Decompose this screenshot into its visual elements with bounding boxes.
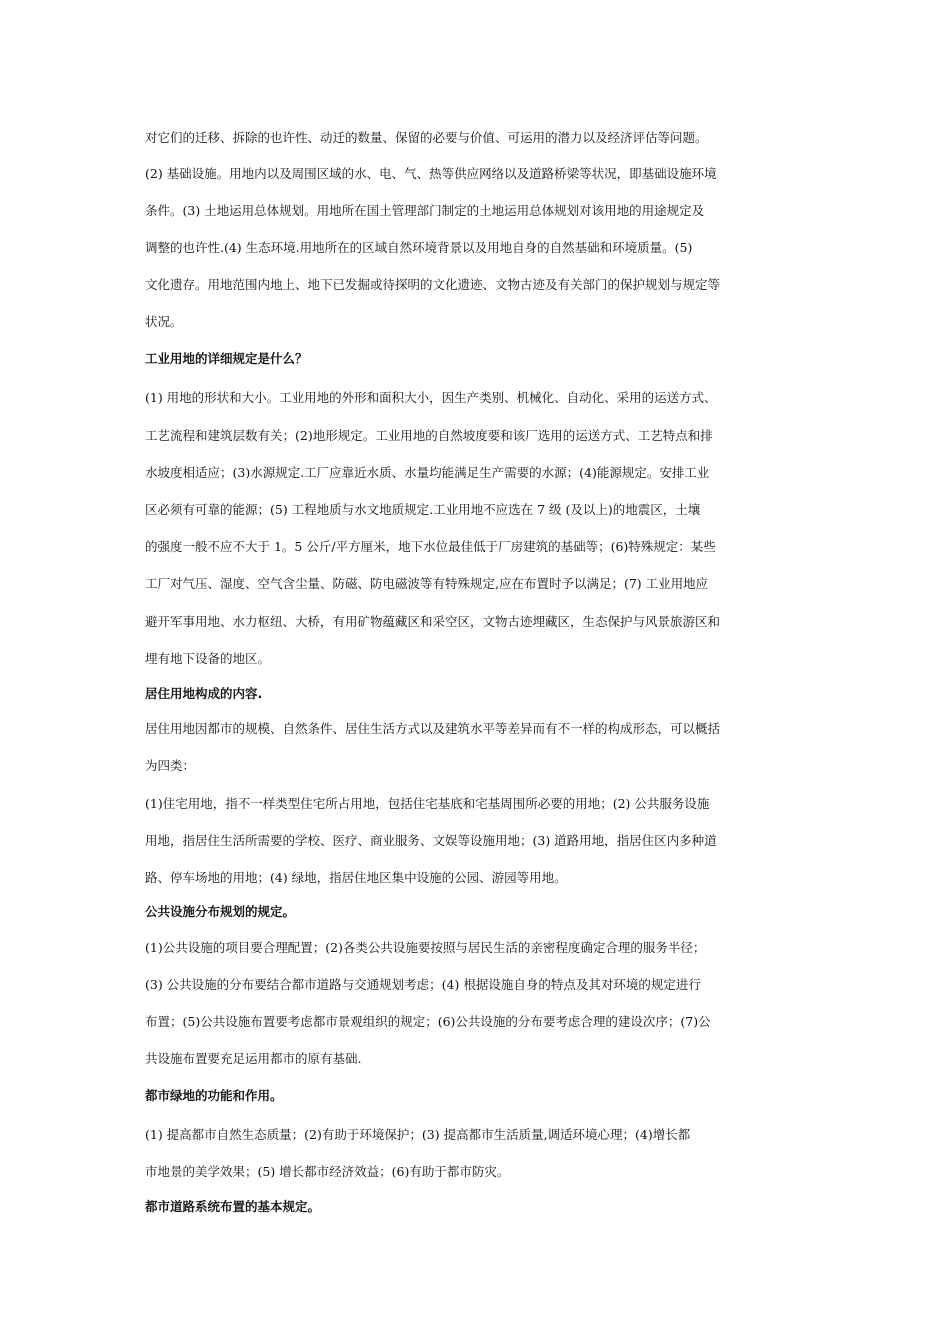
paragraph-line: (3) 公共设施的分布要结合都市道路与交通规划考虑；(4) 根据设施自身的特点及其对环境的规定进行 bbox=[145, 977, 701, 992]
paragraph-line: 埋有地下设备的地区。 bbox=[145, 651, 271, 666]
paragraph-line: 居住用地因都市的规模、自然条件、居住生活方式以及建筑水平等差异而有不一样的构成形态，可以概括 bbox=[145, 721, 721, 736]
section-heading: 居住用地构成的内容. bbox=[145, 686, 263, 701]
paragraph-line: (1)公共设施的项目要合理配置；(2)各类公共设施要按照与居民生活的亲密程度确定合理的服务半径； bbox=[145, 940, 706, 955]
paragraph-line: 路、停车场地的用地；(4) 绿地，指居住地区集中设施的公园、游园等用地。 bbox=[145, 870, 567, 885]
paragraph-line: (2) 基础设施。用地内以及周围区域的水、电、气、热等供应网络以及道路桥梁等状况，即基础设施环境 bbox=[145, 166, 717, 181]
paragraph-line: (1)住宅用地，指不一样类型住宅所占用地，包括住宅基底和宅基周围所必要的用地；(2) 公共服务设施 bbox=[145, 796, 710, 811]
paragraph-line: 条件。(3) 土地运用总体规划。用地所在国土管理部门制定的土地运用总体规划对该用地的用途规定及 bbox=[145, 203, 705, 218]
section-heading: 都市绿地的功能和作用。 bbox=[145, 1088, 283, 1103]
paragraph-line: (1) 用地的形状和大小。工业用地的外形和面积大小，因生产类别、机械化、自动化、采用的运送方式、 bbox=[145, 390, 717, 405]
paragraph-line: 的强度一般不应不大于 1。5 公斤/平方厘米，地下水位最佳低于厂房建筑的基础等；(6)特殊规定：某些 bbox=[145, 539, 716, 554]
paragraph-line: 调整的也许性.(4) 生态环境.用地所在的区域自然环境背景以及用地自身的自然基础和环境质量。(5) bbox=[145, 240, 693, 255]
paragraph-line: 区必须有可靠的能源；(5) 工程地质与水文地质规定.工业用地不应选在 7 级 (及以上)的地震区，土壤 bbox=[145, 502, 701, 517]
paragraph-line: 避开军事用地、水力枢纽、大桥，有用矿物蕴藏区和采空区，文物古迹埋藏区，生态保护与风景旅游区和 bbox=[145, 614, 721, 629]
paragraph-line: 为四类： bbox=[145, 758, 196, 773]
paragraph-line: (1) 提高都市自然生态质量；(2)有助于环境保护；(3) 提高都市生活质量,调适环境心理；(4)增长都 bbox=[145, 1127, 691, 1142]
section-heading: 公共设施分布规划的规定。 bbox=[145, 904, 296, 919]
paragraph-line: 布置；(5)公共设施布置要考虑都市景观组织的规定；(6)公共设施的分布要考虑合理的建设次序；(7)公 bbox=[145, 1014, 711, 1029]
paragraph-line: 工艺流程和建筑层数有关；(2)地形规定。工业用地的自然坡度要和该厂选用的运送方式、工艺特点和排 bbox=[145, 428, 713, 443]
section-heading: 工业用地的详细规定是什么？ bbox=[145, 351, 308, 366]
paragraph-line: 对它们的迁移、拆除的也许性、动迁的数量、保留的必要与价值、可运用的潜力以及经济评估等问题。 bbox=[145, 130, 708, 145]
section-heading: 都市道路系统布置的基本规定。 bbox=[145, 1199, 321, 1214]
paragraph-line: 水坡度相适应；(3)水源规定.工厂应靠近水质、水量均能满足生产需要的水源；(4)能源规定。安排工业 bbox=[145, 465, 710, 480]
paragraph-line: 工厂对气压、湿度、空气含尘量、防磁、防电磁波等有特殊规定,应在布置时予以满足；(7) 工业用地应 bbox=[145, 576, 709, 591]
paragraph-line: 共设施布置要充足运用都市的原有基础. bbox=[145, 1051, 362, 1066]
paragraph-line: 用地，指居住生活所需要的学校、医疗、商业服务、文娱等设施用地；(3) 道路用地，指居住区内多种道 bbox=[145, 833, 717, 848]
paragraph-line: 市地景的美学效果；(5) 增长都市经济效益；(6)有助于都市防灾。 bbox=[145, 1164, 510, 1179]
paragraph-line: 状况。 bbox=[145, 314, 183, 329]
paragraph-line: 文化遗存。用地范围内地上、地下已发掘或待探明的文化遗迹、文物古迹及有关部门的保护规划与规定等 bbox=[145, 277, 721, 292]
